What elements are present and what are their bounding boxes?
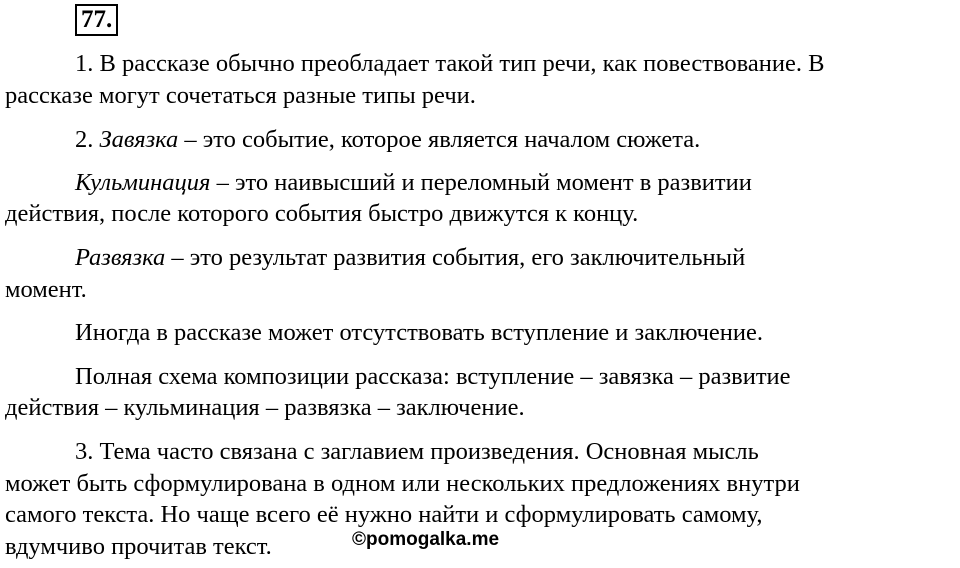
text-line-1 [5, 49, 960, 79]
text-line-12 [5, 469, 935, 499]
watermark: ©pomogalka.me [352, 529, 500, 550]
text-line-2 [5, 81, 935, 111]
text-span: действия – кульминация – развязка – заключение. [5, 394, 525, 421]
text-span: 1. В рассказе обычно преобладает такой тип речи, как повествование. В [75, 50, 825, 77]
text-span: 3. Тема часто связана с заглавием произведения. Основная мысль [75, 438, 759, 465]
text-span: – это результат развития события, его заключительный [165, 244, 746, 271]
text-span: момент. [5, 276, 87, 303]
text-line-7 [5, 275, 935, 305]
term-zavyazka: Завязка [99, 126, 179, 153]
text-line-13 [5, 500, 935, 530]
text-span: Полная схема композиции рассказа: вступление – завязка – развитие [75, 363, 791, 390]
text-span: может быть сформулирована в одном или нескольких предложениях внутри [5, 470, 800, 497]
text-span: – это наивысший и переломный момент в развитии [210, 169, 752, 196]
text-span: – это событие, которое является началом сюжета. [178, 126, 701, 153]
text-span: 2. [75, 126, 100, 153]
text-line-5 [5, 199, 935, 229]
text-span: Иногда в рассказе может отсутствовать вступление и заключение. [75, 319, 763, 346]
text-line-9 [5, 362, 960, 392]
text-line-6 [5, 243, 960, 273]
text-line-3 [5, 125, 960, 155]
term-razvyazka: Развязка [75, 244, 166, 271]
text-span: вдумчиво прочитав текст. [5, 533, 272, 560]
text-line-11 [5, 437, 960, 467]
text-line-4 [5, 168, 960, 198]
exercise-number: 77. [75, 4, 118, 36]
text-span: самого текста. Но чаще всего её нужно найти и сформулировать самому, [5, 501, 763, 528]
term-kulminatsiya: Кульминация [75, 169, 211, 196]
text-line-8 [5, 318, 960, 348]
text-span: рассказе могут сочетаться разные типы речи. [5, 82, 476, 109]
text-line-10 [5, 393, 935, 423]
text-span: действия, после которого события быстро движутся к концу. [5, 200, 639, 227]
